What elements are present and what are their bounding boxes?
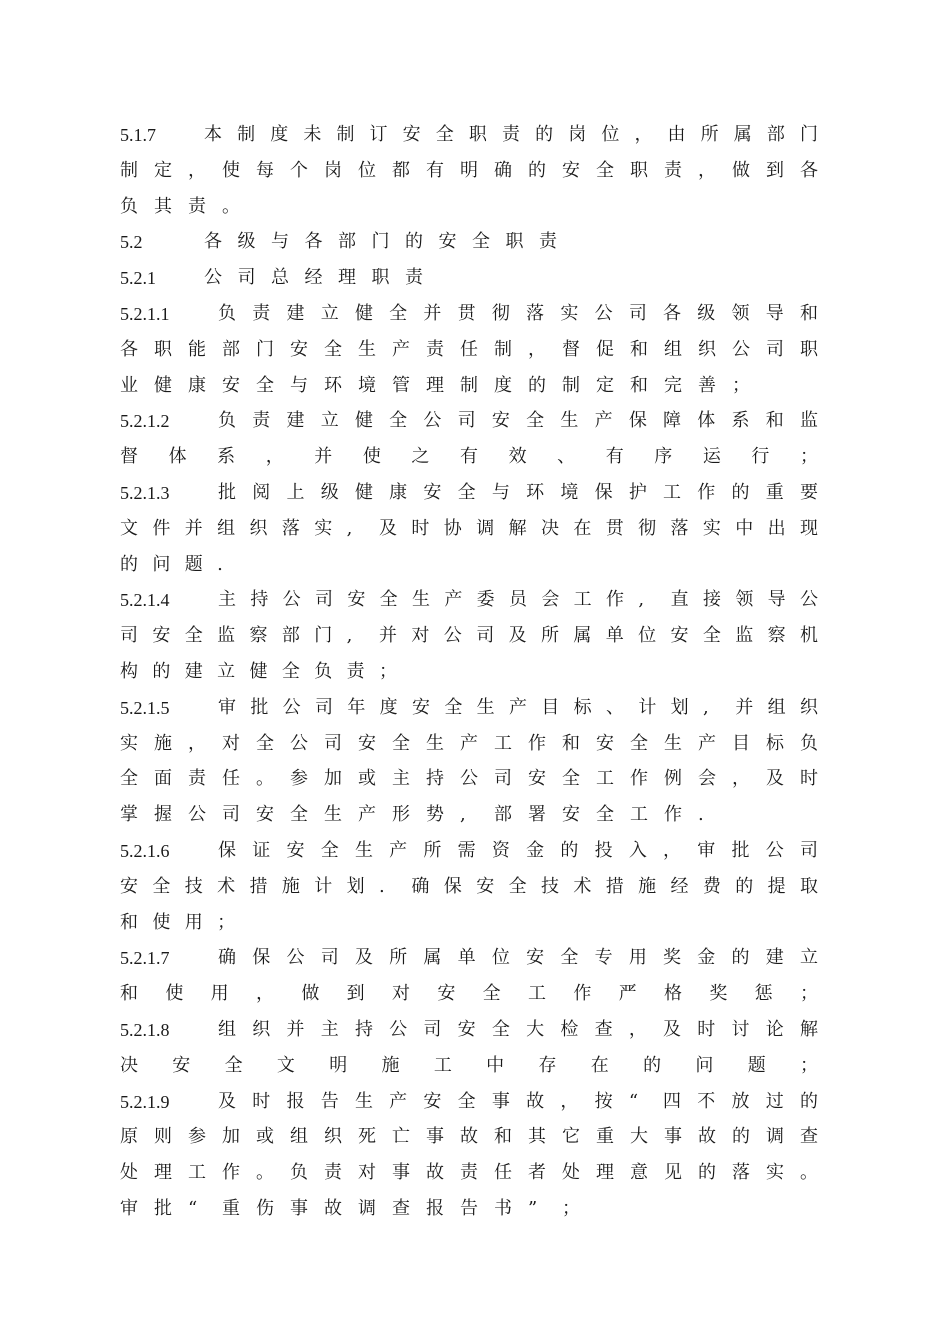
paragraph-first-line	[120, 1015, 818, 1045]
paragraph-line	[120, 908, 818, 938]
paragraph-line	[120, 514, 818, 544]
line-glyphs: 组 织 并 主 持 公 司 安 全 大 检 查 ， 及 时 讨 论 解	[218, 1019, 818, 1040]
paragraph-line	[120, 550, 818, 580]
line-glyphs: 司 安 全 监 察 部 门 , 并 对 公 司 及 所 属 单 位 安 全 监 察 机	[120, 625, 818, 647]
paragraph-line	[120, 192, 818, 222]
paragraph-first-line	[120, 836, 818, 866]
paragraph-first-line	[120, 693, 818, 723]
clause-number: 5.2.1.7	[120, 948, 170, 969]
paragraph-first-line	[120, 585, 818, 615]
clause-number: 5.2.1.8	[120, 1020, 170, 1040]
line-glyphs: 和 使 用 ；	[120, 911, 236, 933]
line-glyphs: 审 批 公 司 年 度 安 全 生 产 目 标 、 计 划 , 并 组 织	[218, 696, 818, 718]
paragraph-line	[120, 729, 818, 759]
paragraph-line	[120, 979, 818, 1009]
line-glyphs: 各 职 能 部 门 安 全 生 产 责 任 制 ， 督 促 和 组 织 公 司 职	[120, 338, 818, 360]
line-glyphs: 制 定 ， 使 每 个 岗 位 都 有 明 确 的 安 全 职 责 ， 做 到 各	[120, 159, 818, 181]
line-glyphs: 公 司 总 经 理 职 责	[204, 267, 423, 289]
paragraph-line	[120, 1194, 818, 1224]
paragraph-line	[120, 371, 818, 401]
line-glyphs: 及 时 报 告 生 产 安 全 事 故 ， 按 “ 四 不 放 过 的	[218, 1090, 818, 1112]
paragraph-first-line	[120, 299, 818, 329]
line-glyphs: 负 其 责 。	[120, 195, 240, 217]
clause-number: 5.1.7	[120, 125, 156, 145]
clause-number: 5.2.1.2	[120, 411, 170, 432]
paragraph-first-line	[120, 1087, 818, 1117]
line-glyphs: 负 责 建 立 健 全 并 贯 彻 落 实 公 司 各 级 领 导 和	[218, 303, 818, 324]
paragraph-line	[120, 442, 818, 472]
line-glyphs: 审 批 “ 重 伤 事 故 调 查 报 告 书 ” ；	[120, 1198, 580, 1219]
line-glyphs: 构 的 建 立 健 全 负 责 ；	[120, 661, 398, 682]
clause-number: 5.2.1	[120, 268, 156, 289]
line-glyphs: 督 体 系 ， 并 使 之 有 效 、 有 序 运 行 ；	[120, 446, 818, 468]
clause-number: 5.2.1.3	[120, 483, 170, 503]
paragraph-first-line	[120, 943, 818, 973]
clause-number: 5.2.1.1	[120, 304, 170, 324]
paragraph-line	[120, 764, 818, 794]
paragraph-first-line	[120, 120, 818, 150]
clause-number: 5.2.1.5	[120, 697, 170, 718]
line-glyphs: 保 证 安 全 生 产 所 需 资 金 的 投 入 ， 审 批 公 司	[218, 840, 818, 861]
paragraph-line	[120, 335, 818, 365]
paragraph-line	[120, 1051, 818, 1081]
paragraph-first-line	[120, 227, 818, 257]
line-glyphs: 原 则 参 加 或 组 织 死 亡 事 故 和 其 它 重 大 事 故 的 调 查	[120, 1126, 818, 1148]
paragraph-first-line	[120, 263, 818, 293]
line-glyphs: 确 保 公 司 及 所 属 单 位 安 全 专 用 奖 金 的 建 立	[218, 947, 818, 969]
line-glyphs: 负 责 建 立 健 全 公 司 安 全 生 产 保 障 体 系 和 监	[218, 410, 818, 432]
line-glyphs: 实 施 ， 对 全 公 司 安 全 生 产 工 作 和 安 全 生 产 目 标 负	[120, 732, 818, 754]
paragraph-line	[120, 1158, 818, 1188]
paragraph-line	[120, 156, 818, 186]
line-glyphs: 各 级 与 各 部 门 的 安 全 职 责	[204, 231, 557, 253]
paragraph-line	[120, 657, 818, 687]
clause-number: 5.2.1.4	[120, 590, 170, 611]
clause-number: 5.2.1.6	[120, 841, 170, 861]
line-glyphs: 的 问 题 .	[120, 553, 223, 575]
paragraph-line	[120, 1122, 818, 1152]
line-glyphs: 和 使 用 ， 做 到 对 安 全 工 作 严 格 奖 惩 ；	[120, 983, 818, 1005]
line-glyphs: 业 健 康 安 全 与 环 境 管 理 制 度 的 制 定 和 完 善 ；	[120, 374, 750, 396]
paragraph-line	[120, 872, 818, 902]
line-glyphs: 主 持 公 司 安 全 生 产 委 员 会 工 作 , 直 接 领 导 公	[218, 589, 818, 611]
line-glyphs: 文 件 并 组 织 落 实 , 及 时 协 调 解 决 在 贯 彻 落 实 中 出 现	[120, 517, 818, 539]
line-glyphs: 全 面 责 任 。 参 加 或 主 持 公 司 安 全 工 作 例 会 ， 及 时	[120, 768, 818, 790]
paragraph-line	[120, 800, 818, 830]
line-glyphs: 决 安 全 文 明 施 工 中 存 在 的 问 题 ；	[120, 1054, 818, 1076]
line-glyphs: 安 全 技 术 措 施 计 划 . 确 保 安 全 技 术 措 施 经 费 的 提 取	[120, 875, 818, 897]
paragraph-line	[120, 621, 818, 651]
line-glyphs: 本 制 度 未 制 订 安 全 职 责 的 岗 位 ， 由 所 属 部 门	[204, 124, 818, 145]
line-glyphs: 掌 握 公 司 安 全 生 产 形 势 , 部 署 安 全 工 作 .	[120, 804, 704, 826]
clause-number: 5.2	[120, 232, 143, 253]
line-glyphs: 处 理 工 作 。 负 责 对 事 故 责 任 者 处 理 意 见 的 落 实 。	[120, 1162, 818, 1184]
paragraph-first-line	[120, 406, 818, 436]
clause-number: 5.2.1.9	[120, 1091, 170, 1112]
paragraph-first-line	[120, 478, 818, 508]
line-glyphs: 批 阅 上 级 健 康 安 全 与 环 境 保 护 工 作 的 重 要	[218, 482, 818, 503]
